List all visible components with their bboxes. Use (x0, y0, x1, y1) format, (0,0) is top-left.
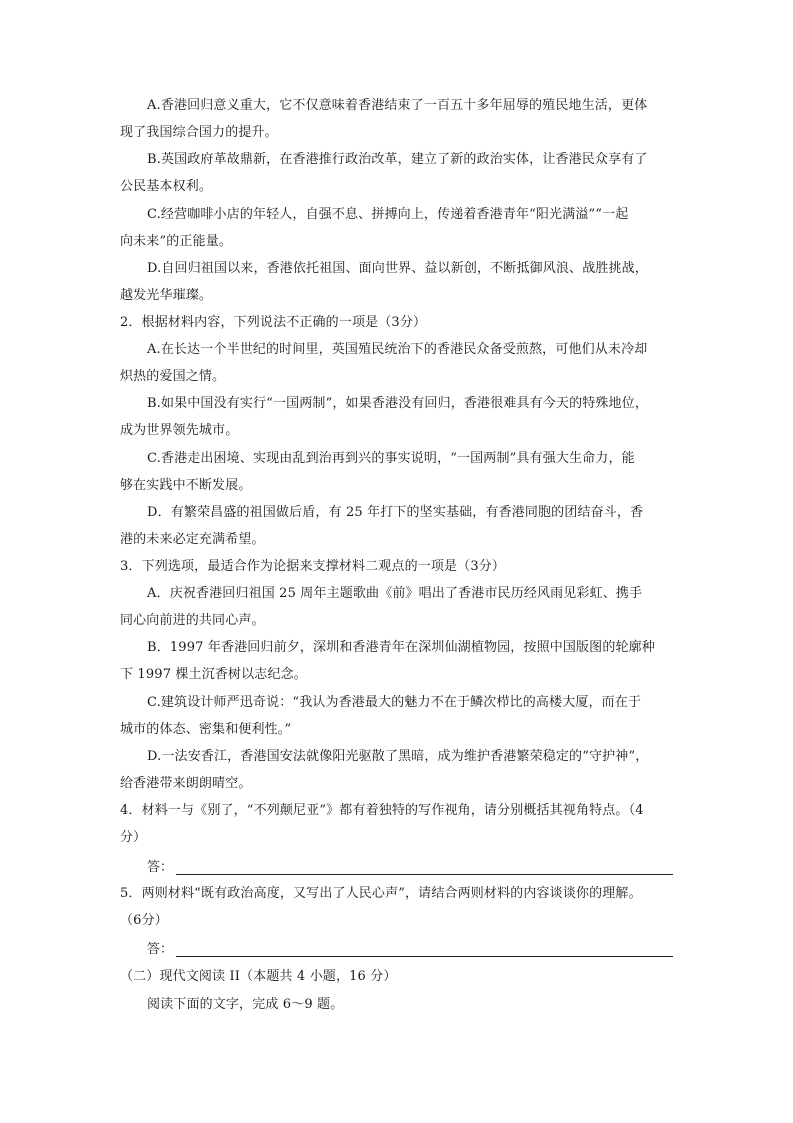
q3-option-d-line2: 给香港带来朗朗晴空。 (120, 776, 252, 791)
q4-stem-line1: 4．材料一与《别了，“不列颠尼亚”》都有着独特的写作视角，请分别概括其视角特点。（4 (120, 803, 644, 818)
q5-answer-label: 答： (147, 942, 174, 957)
q1-option-a-line1: A.香港回归意义重大，它不仅意味着香港结束了一百五十多年屈辱的殖民地生活，更体 (147, 98, 648, 113)
q3-option-d-line1: D.一法安香江，香港国安法就像阳光驱散了黑暗，成为维护香港繁荣稳定的“守护神”， (147, 749, 649, 764)
q2-option-d-line1: D．有繁荣昌盛的祖国做后盾，有 25 年打下的坚实基础，有香港同胞的团结奋斗，香 (147, 505, 644, 520)
q2-option-d-line2: 港的未来必定充满希望。 (120, 532, 265, 547)
q2-option-a-line2: 炽热的爱国之情。 (120, 369, 226, 384)
q5-stem-line1: 5．两则材料“既有政治高度，又写出了人民心声”，请结合两则材料的内容谈谈你的理解。 (120, 886, 642, 901)
q2-option-b-line2: 成为世界领先城市。 (120, 423, 239, 438)
q3-stem: 3．下列选项，最适合作为论据来支撑材料二观点的一项是（3分） (120, 559, 506, 574)
q3-option-c-line1: C.建筑设计师严迅奇说：“我认为香港最大的魅力不在于鳞次栉比的高楼大厦，而在于 (147, 695, 642, 710)
q2-option-c-line1: C.香港走出困境、实现由乱到治再到兴的事实说明，“一国两制”具有强大生命力，能 (147, 451, 635, 466)
q2-option-c-line2: 够在实践中不断发展。 (120, 478, 252, 493)
q4-answer-line[interactable] (176, 874, 673, 875)
q1-option-d-line2: 越发光华璀璨。 (120, 288, 213, 303)
q3-option-a-line1: A．庆祝香港回归祖国 25 周年主题歌曲《前》唱出了香港市民历经风雨见彩虹、携手 (147, 586, 643, 601)
q2-stem: 2．根据材料内容，下列说法不正确的一项是（3分） (120, 315, 427, 330)
q3-option-c-line2: 城市的体态、密集和便利性。” (120, 722, 292, 737)
q3-option-b-line2: 下 1997 棵土沉香树以志纪念。 (120, 667, 307, 682)
q1-option-d-line1: D.自回归祖国以来，香港依托祖国、面向世界、益以新创，不断抵御风浪、战胜挑战， (147, 261, 648, 276)
q1-option-a-line2: 现了我国综合国力的提升。 (120, 125, 278, 140)
q2-option-b-line1: B.如果中国没有实行“一国两制”，如果香港没有回归，香港很难具有今天的特殊地位， (147, 396, 648, 411)
q3-option-a-line2: 同心向前进的共同心声。 (120, 613, 265, 628)
q1-option-c-line2: 向未来”的正能量。 (120, 234, 232, 249)
q1-option-b-line2: 公民基本权利。 (120, 179, 213, 194)
q4-stem-line2: 分） (120, 830, 147, 845)
q1-option-b-line1: B.英国政府革故鼎新，在香港推行政治改革，建立了新的政治实体，让香港民众享有了 (147, 152, 648, 167)
q4-answer-label: 答： (147, 860, 174, 875)
q5-stem-line2: （6分） (120, 913, 168, 928)
q5-answer-line[interactable] (176, 956, 673, 957)
section2-intro: 阅读下面的文字，完成 6～9 题。 (147, 997, 344, 1012)
q3-option-b-line1: B．1997 年香港回归前夕，深圳和香港青年在深圳仙湖植物园，按照中国版图的轮廓种 (147, 640, 655, 655)
q2-option-a-line1: A.在长达一个半世纪的时间里，英国殖民统治下的香港民众备受煎熬，可他们从未冷却 (147, 342, 648, 357)
section2-title: （二）现代文阅读 II（本题共 4 小题，16 分） (120, 969, 397, 984)
q1-option-c-line1: C.经营咖啡小店的年轻人，自强不息、拼搏向上，传递着香港青年“阳光满溢”“一起 (147, 207, 629, 222)
